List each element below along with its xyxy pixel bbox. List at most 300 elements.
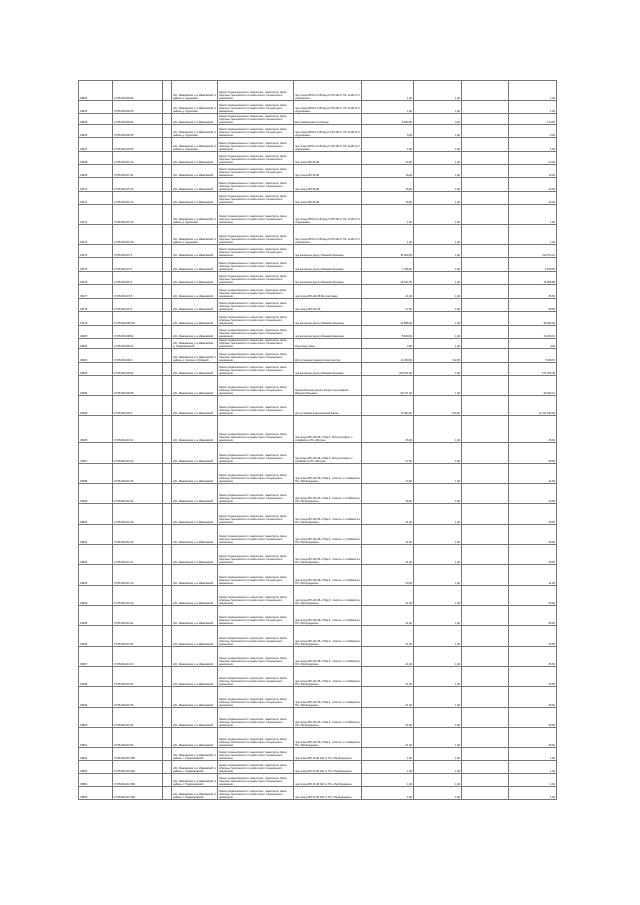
row-number-cell: 33497 [79, 647, 113, 667]
table-row [79, 464, 557, 484]
address-cell: обл. Ивановская, р-н Ивановский, в районе с. Подвязновский [172, 761, 218, 774]
spacer-cell [462, 192, 509, 205]
area-cell: 34 909,00 [362, 245, 414, 258]
spacer-cell [163, 312, 172, 326]
cadastral-number-cell: 37:05:001010:19 [113, 565, 163, 586]
spacer-cell [163, 606, 172, 626]
address-cell: обл. Ивановская, р-н Ивановский, в районе д. Курьяново [172, 125, 218, 138]
spacer-cell [462, 774, 509, 787]
cadastral-value-cell: 1,00 [509, 101, 557, 114]
permitted-use-cell: под опоры ВЛ-110 кВ [294, 299, 362, 312]
spacer-cell [163, 565, 172, 586]
land-category-cell: Земли промышленности, энергетики, транспорта, связи, обороны, безопасности и земли иного специального назначения [218, 138, 294, 152]
area-cell: 72 000,00 [362, 396, 414, 416]
permitted-use-cell: Автомобильная дорога общего пользования Иваново-Юрьевец [294, 376, 362, 396]
spacer-cell [163, 761, 172, 774]
area-cell: 24,00 [362, 152, 414, 165]
coefficient-cell: 1,00 [414, 312, 462, 326]
spacer-cell [462, 285, 509, 299]
land-category-cell: Земли промышленности, энергетики, транспорта, связи, обороны, безопасности и земли иного специального назначения [218, 349, 294, 363]
address-cell: обл. Ивановская, р-н Ивановский [172, 114, 218, 125]
cadastral-number-cell: 37:05:001010:20 [113, 586, 163, 606]
table-row [79, 376, 557, 396]
spacer-cell [462, 708, 509, 728]
land-category-cell: Земли промышленности, энергетики, транспорта, связи, обороны, безопасности и земли иного специального назначения [218, 545, 294, 565]
table-body [79, 81, 557, 800]
permitted-use-cell: под опоры ВЛ-35 кВ [294, 178, 362, 192]
row-number-cell: 33473 [79, 225, 113, 245]
address-cell: обл. Ивановская, р-н Ивановский [172, 299, 218, 312]
permitted-use-cell: под опоры ВЛ-110 кВ «ТЭЦ-3 - Светоч» с отпайкой на ПС «Пробуждение» [294, 565, 362, 586]
land-category-cell: Земли промышленности, энергетики, транспорта, связи, обороны, безопасности и земли иного специального назначения [218, 761, 294, 774]
coefficient-cell: 1,00 [414, 178, 462, 192]
spacer-cell [462, 464, 509, 484]
address-cell: обл. Ивановская, р-н Ивановский [172, 464, 218, 484]
cadastral-number-cell: 37:05:001008:103 [113, 312, 163, 326]
coefficient-cell: 1,00 [414, 152, 462, 165]
land-register-sheet [78, 80, 556, 800]
spacer-cell [462, 687, 509, 708]
cadastral-number-cell: 37:05:001010:17 [113, 545, 163, 565]
permitted-use-cell: под опоры ВЛ-35 кВ [294, 152, 362, 165]
area-cell: 24,00 [362, 464, 414, 484]
table-row [79, 272, 557, 285]
address-cell: обл. Ивановская, р-н Ивановский [172, 586, 218, 606]
cadastral-number-cell: 37:05:001010:281 [113, 761, 163, 774]
land-category-cell: Земли промышленности, энергетики, транспорта, связи, обороны, безопасности и земли иного специального назначения [218, 205, 294, 225]
coefficient-cell: 1,00 [414, 565, 462, 586]
coefficient-cell: 1,00 [414, 606, 462, 626]
spacer-cell [163, 205, 172, 225]
permitted-use-cell: под опоры ВЛИ 0,4 кВ фид.3 КТП-96 от ПС 10 кВ № 5 «Курьяново» [294, 205, 362, 225]
spacer-cell [163, 545, 172, 565]
cadastral-value-cell: 1,00 [509, 138, 557, 152]
table-row [79, 504, 557, 525]
area-cell: 1,00 [362, 748, 414, 761]
cadastral-value-cell: 35,50 [509, 525, 557, 545]
coefficient-cell: 1,00 [414, 272, 462, 285]
area-cell: 21,00 [362, 667, 414, 687]
cadastral-value-cell: 10,95 [509, 484, 557, 504]
permitted-use-cell: под железную дорогу Иваново-Кинешма [294, 312, 362, 326]
coefficient-cell: 1,00 [414, 416, 462, 443]
address-cell: обл. Ивановская, р-н Ивановский, в районе д. Курьяново [172, 205, 218, 225]
coefficient-cell: 1,00 [414, 748, 462, 761]
table-row [79, 728, 557, 748]
table-row [79, 396, 557, 416]
cadastral-number-cell: 37:05:001010:24 [113, 667, 163, 687]
address-cell: обл. Ивановская, р-н Ивановский [172, 443, 218, 464]
coefficient-cell: 1,00 [414, 138, 462, 152]
cadastral-number-cell: 37:05:001002:54 [113, 114, 163, 125]
cadastral-value-cell: 172,50 [509, 114, 557, 125]
area-cell: 24 588,00 [362, 312, 414, 326]
cadastral-number-cell: 37:05:001009:14 [113, 339, 163, 349]
cadastral-value-cell: 35,50 [509, 647, 557, 667]
cadastral-value-cell: 36 902,00 [509, 312, 557, 326]
spacer-cell [163, 443, 172, 464]
cadastral-number-cell: 37:05:001010:25 [113, 687, 163, 708]
land-category-cell: Земли промышленности, энергетики, транспорта, связи, обороны, безопасности и земли иного специального назначения [218, 525, 294, 545]
cadastral-number-cell: 37:05:001002:56 [113, 138, 163, 152]
row-number-cell: 33500 [79, 708, 113, 728]
table-row [79, 484, 557, 504]
area-cell: 21,00 [362, 504, 414, 525]
coefficient-cell: 1,00 [414, 443, 462, 464]
area-cell: 52 371,00 [362, 376, 414, 396]
land-category-cell: Земли промышленности, энергетики, транспорта, связи, обороны, безопасности и земли иного специального назначения [218, 101, 294, 114]
table-row [79, 748, 557, 761]
address-cell: обл. Ивановская, р-н Ивановский [172, 312, 218, 326]
land-category-cell: Земли промышленности, энергетики, транспорта, связи, обороны, безопасности и земли иного специального назначения [218, 626, 294, 647]
coefficient-cell: 1,00 [414, 687, 462, 708]
cadastral-value-cell: 35,50 [509, 728, 557, 748]
spacer-cell [462, 258, 509, 272]
cadastral-value-cell: 112 874,14 [509, 245, 557, 258]
row-number-cell: 33486 [79, 416, 113, 443]
spacer-cell [163, 225, 172, 245]
land-category-cell: Земли промышленности, энергетики, транспорта, связи, обороны, безопасности и земли иного специального назначения [218, 687, 294, 708]
table-row [79, 774, 557, 787]
area-cell: 21,00 [362, 687, 414, 708]
spacer-cell [462, 416, 509, 443]
cadastral-number-cell: 37:05:001009:2 [113, 349, 163, 363]
land-category-cell: Земли промышленности, энергетики, транспорта, связи, обороны, безопасности и земли иного специального назначения [218, 667, 294, 687]
land-category-cell: Земли промышленности, энергетики, транспорта, связи, обороны, безопасности и земли иного специального назначения [218, 728, 294, 748]
table-row [79, 363, 557, 376]
address-cell: обл. Ивановская, р-н Ивановский [172, 504, 218, 525]
spacer-cell [462, 114, 509, 125]
address-cell: обл. Ивановская, р-н Ивановский, в районе д. Курьяново [172, 101, 218, 114]
spacer-cell [163, 525, 172, 545]
coefficient-cell: 1,00 [414, 285, 462, 299]
address-cell: обл. Ивановская, р-н Ивановский, в районе д. Курьяново [172, 225, 218, 245]
cadastral-number-cell: 37:05:001010:283 [113, 787, 163, 800]
permitted-use-cell: Для установки передаточного центра [294, 349, 362, 363]
cadastral-value-cell: 28,50 [509, 299, 557, 312]
spacer-cell [462, 586, 509, 606]
spacer-cell [462, 326, 509, 339]
land-category-cell: Земли промышленности, энергетики, транспорта, связи, обороны, безопасности и земли иного специального назначения [218, 81, 294, 101]
cadastral-number-cell: 37:05:001007:12 [113, 192, 163, 205]
table-row [79, 761, 557, 774]
spacer-cell [163, 667, 172, 687]
table-row [79, 258, 557, 272]
permitted-use-cell: под опоры ВЛ-110 кВ Вичуга-Север [294, 285, 362, 299]
table-row [79, 101, 557, 114]
land-category-cell: Земли промышленности, энергетики, транспорта, связи, обороны, безопасности и земли иного специального назначения [218, 165, 294, 178]
cadastral-value-cell: 1,00 [509, 205, 557, 225]
spacer-cell [163, 774, 172, 787]
cadastral-value-cell: 35,50 [509, 545, 557, 565]
coefficient-cell: 1,00 [414, 205, 462, 225]
cadastral-value-cell: 3 549,84 [509, 258, 557, 272]
area-cell: 21,00 [362, 586, 414, 606]
spacer-cell [163, 464, 172, 484]
table-row [79, 565, 557, 586]
spacer-cell [163, 748, 172, 761]
spacer-cell [462, 225, 509, 245]
coefficient-cell: 1,00 [414, 376, 462, 396]
spacer-cell [462, 272, 509, 285]
permitted-use-cell: под опоры ВЛ-110 кВ «ТЭЦ-3 - Светоч» с отпайкой на ПС «Пробуждение» [294, 545, 362, 565]
cadastral-number-cell: 37:05:001010:15 [113, 464, 163, 484]
address-cell: обл. Ивановская, р-н Ивановский [172, 525, 218, 545]
row-number-cell: 33501 [79, 728, 113, 748]
coefficient-cell: 1,00 [414, 192, 462, 205]
row-number-cell: 33498 [79, 667, 113, 687]
table-row [79, 326, 557, 339]
cadastral-number-cell: 37:05:001007:14 [113, 152, 163, 165]
cadastral-number-cell: 37:05:001010:12 [113, 525, 163, 545]
permitted-use-cell: под железную дорогу Иваново-Юрьевец [294, 272, 362, 285]
table-row [79, 708, 557, 728]
coefficient-cell: 1,00 [414, 258, 462, 272]
row-number-cell: 33477 [79, 285, 113, 299]
permitted-use-cell: под опоры ВЛ-110 кВ «ТЭЦ-3 - Светоч» с отпайкой на ПС «Пробуждение» [294, 606, 362, 626]
row-number-cell: 33478 [79, 299, 113, 312]
row-number-cell: 33483 [79, 363, 113, 376]
cadastral-value-cell: 1,00 [509, 787, 557, 800]
area-cell: 16,00 [362, 192, 414, 205]
table-row [79, 525, 557, 545]
area-cell: 45,00 [362, 416, 414, 443]
cadastral-number-cell: 37:05:001010:22 [113, 626, 163, 647]
address-cell: обл. Ивановская, р-н Ивановский [172, 326, 218, 339]
table-row [79, 443, 557, 464]
table-row [79, 285, 557, 299]
address-cell: обл. Ивановская, р-н Ивановский [172, 708, 218, 728]
land-category-cell: Земли промышленности, энергетики, транспорта, связи, обороны, безопасности и земли иного специального назначения [218, 464, 294, 484]
spacer-cell [462, 138, 509, 152]
area-cell: 6 000,00 [362, 114, 414, 125]
area-cell: 1,00 [362, 761, 414, 774]
spacer-cell [163, 626, 172, 647]
cadastral-value-cell: 1,00 [509, 225, 557, 245]
spacer-cell [462, 647, 509, 667]
address-cell: обл. Ивановская, р-н Ивановский [172, 416, 218, 443]
land-category-cell: Земли промышленности, энергетики, транспорта, связи, обороны, безопасности и земли иного специального назначения [218, 443, 294, 464]
spacer-cell [462, 152, 509, 165]
spacer-cell [163, 101, 172, 114]
area-cell: 48,00 [362, 484, 414, 504]
spacer-cell [462, 101, 509, 114]
row-number-cell: 33475 [79, 258, 113, 272]
land-plots-table [78, 80, 557, 800]
cadastral-value-cell: 1,00 [509, 761, 557, 774]
address-cell: обл. Ивановская, р-н Ивановский, в районе д. Жилино и Лебяжий [172, 349, 218, 363]
address-cell: обл. Ивановская, р-н Ивановский [172, 545, 218, 565]
spacer-cell [462, 667, 509, 687]
row-number-cell: 33505 [79, 787, 113, 800]
land-category-cell: Земли промышленности, энергетики, транспорта, связи, обороны, безопасности и земли иного специального назначения [218, 565, 294, 586]
spacer-cell [163, 687, 172, 708]
cadastral-number-cell: 37:05:001010:16 [113, 484, 163, 504]
permitted-use-cell: под опоры ВЛ-110 кВ «ТЭЦ-3 - Светоч» с отпайкой на ПС «Пробуждение» [294, 504, 362, 525]
address-cell: обл. Ивановская, р-н Ивановский [172, 626, 218, 647]
spacer-cell [462, 565, 509, 586]
cadastral-value-cell: 45,00 [509, 416, 557, 443]
land-category-cell: Земли промышленности, энергетики, транспорта, связи, обороны, безопасности и земли иного специального назначения [218, 312, 294, 326]
coefficient-cell: 1,00 [414, 299, 462, 312]
land-category-cell: Земли промышленности, энергетики, транспорта, связи, обороны, безопасности и земли иного специального назначения [218, 114, 294, 125]
permitted-use-cell: под опоры ВЛ-35 кВ [294, 165, 362, 178]
row-number-cell: 33481 [79, 339, 113, 349]
area-cell: 21,00 [362, 525, 414, 545]
spacer-cell [462, 376, 509, 396]
cadastral-value-cell: 11 441 830,00 [509, 396, 557, 416]
row-number-cell: 33482 [79, 349, 113, 363]
table-row [79, 349, 557, 363]
cadastral-number-cell: 37:05:001002:53 [113, 101, 163, 114]
table-row [79, 138, 557, 152]
row-number-cell: 33468 [79, 152, 113, 165]
area-cell: 21,00 [362, 285, 414, 299]
coefficient-cell: 160,00 [414, 396, 462, 416]
coefficient-cell: 1,00 [414, 101, 462, 114]
cadastral-number-cell: 37:05:001010:13 [113, 443, 163, 464]
address-cell: обл. Ивановская, р-н Ивановский [172, 396, 218, 416]
table-row [79, 606, 557, 626]
table-row [79, 299, 557, 312]
coefficient-cell: 1,00 [414, 363, 462, 376]
spacer-cell [163, 484, 172, 504]
cadastral-number-cell: 37:05:001007:18 [113, 225, 163, 245]
land-category-cell: Земли промышленности, энергетики, транспорта, связи, обороны, безопасности и земли иного специального назначения [218, 192, 294, 205]
cadastral-value-cell: 5,00 [509, 125, 557, 138]
area-cell: 1,00 [362, 138, 414, 152]
address-cell: обл. Ивановская, р-н Ивановский [172, 192, 218, 205]
row-number-cell: 33472 [79, 205, 113, 225]
permitted-use-cell: под железную дорогу Иваново-Юрьевец [294, 245, 362, 258]
coefficient-cell: 1,00 [414, 504, 462, 525]
land-category-cell: Земли промышленности, энергетики, транспорта, связи, обороны, безопасности и земли иного специального назначения [218, 484, 294, 504]
row-number-cell: 33469 [79, 165, 113, 178]
address-cell: обл. Ивановская, р-н Ивановский [172, 258, 218, 272]
row-number-cell: 33463 [79, 81, 113, 101]
spacer-cell [462, 761, 509, 774]
land-category-cell: Земли промышленности, энергетики, транспорта, связи, обороны, безопасности и земли иного специального назначения [218, 376, 294, 396]
address-cell: обл. Ивановская, р-н Ивановский [172, 363, 218, 376]
permitted-use-cell: под железную дорогу Иваново-Кинешма [294, 326, 362, 339]
address-cell: обл. Ивановская, р-н Ивановский, в районе с. Подвязновский [172, 774, 218, 787]
land-category-cell: Земли промышленности, энергетики, транспорта, связи, обороны, безопасности и земли иного специального назначения [218, 586, 294, 606]
cadastral-number-cell: 37:05:001009:3 [113, 396, 163, 416]
area-cell: 3,00 [362, 339, 414, 349]
permitted-use-cell: под опоры ВЛ-35 кВ [294, 192, 362, 205]
row-number-cell: 33495 [79, 606, 113, 626]
land-category-cell: Земли промышленности, энергетики, транспорта, связи, обороны, безопасности и земли иного специального назначения [218, 606, 294, 626]
land-category-cell: Земли промышленности, энергетики, транспорта, связи, обороны, безопасности и земли иного специального назначения [218, 272, 294, 285]
cadastral-value-cell: 7 928,67 [509, 349, 557, 363]
cadastral-number-cell: 37:05:001010:26 [113, 708, 163, 728]
cadastral-number-cell: 37:05:001010:18 [113, 504, 163, 525]
address-cell: обл. Ивановская, р-н Ивановский [172, 152, 218, 165]
spacer-cell [163, 245, 172, 258]
spacer-cell [163, 586, 172, 606]
row-number-cell: 33487 [79, 443, 113, 464]
spacer-cell [462, 245, 509, 258]
cadastral-value-cell: 271 265,40 [509, 363, 557, 376]
land-category-cell: Земли промышленности, энергетики, транспорта, связи, обороны, безопасности и земли иного специального назначения [218, 225, 294, 245]
table-row [79, 626, 557, 647]
permitted-use-cell: под железную дорогу Иваново-Юрьевец [294, 258, 362, 272]
address-cell: обл. Ивановская, р-н Ивановский [172, 728, 218, 748]
cadastral-number-cell: 37:05:001007:11 [113, 165, 163, 178]
cadastral-value-cell: 1,00 [509, 774, 557, 787]
table-row [79, 416, 557, 443]
coefficient-cell: 1,00 [414, 339, 462, 349]
table-row [79, 152, 557, 165]
permitted-use-cell: под опоры ВЛ-110 кВ «ТЭЦ-3 - Светоч» с отпайкой на ПС «Пробуждение» [294, 626, 362, 647]
spacer-cell [462, 484, 509, 504]
address-cell: обл. Ивановская, р-н Ивановский [172, 245, 218, 258]
permitted-use-cell: под опоры ВЛ-10 кВ 100 от ПС «Пробуждение» [294, 774, 362, 787]
spacer-cell [163, 728, 172, 748]
address-cell: обл. Ивановская, р-н Ивановский [172, 272, 218, 285]
spacer-cell [163, 416, 172, 443]
address-cell: обл. Ивановская, р-н Ивановский [172, 687, 218, 708]
permitted-use-cell: для установки водонапорной башни [294, 396, 362, 416]
table-row [79, 178, 557, 192]
cadastral-value-cell: 28,50 [509, 443, 557, 464]
cadastral-number-cell: 37:05:001009:35 [113, 376, 163, 396]
land-category-cell: Земли промышленности, энергетики, транспорта, связи, обороны, безопасности и земли иного специального назначения [218, 258, 294, 272]
spacer-cell [163, 81, 172, 101]
coefficient-cell: 1,00 [414, 225, 462, 245]
permitted-use-cell: под опоры ВЛ-110 кВ «ТЭЦ-3 - Светоч» с отпайкой на ПС «Пробуждение» [294, 586, 362, 606]
permitted-use-cell: под опоры ВЛ-110 кВ «ТЭЦ-3 - Светоч» с отпайкой на ПС «Пробуждение» [294, 525, 362, 545]
spacer-cell [163, 376, 172, 396]
row-number-cell: 33489 [79, 484, 113, 504]
area-cell: 1,00 [362, 205, 414, 225]
address-cell: обл. Ивановская, р-н Ивановский [172, 667, 218, 687]
row-number-cell: 33476 [79, 272, 113, 285]
coefficient-cell: 1,00 [414, 81, 462, 101]
spacer-cell [462, 787, 509, 800]
spacer-cell [163, 326, 172, 339]
spacer-cell [462, 178, 509, 192]
permitted-use-cell: под опоры ВЛ-110 кВ «ТЭЦ-3 - Светоч» с отпайкой на ПС «Пробуждение» [294, 708, 362, 728]
coefficient-cell: 1,00 [414, 125, 462, 138]
cadastral-number-cell: 37:05:001010:23 [113, 647, 163, 667]
row-number-cell: 33484 [79, 376, 113, 396]
row-number-cell: 33466 [79, 125, 113, 138]
land-category-cell: Земли промышленности, энергетики, транспорта, связи, обороны, безопасности и земли иного специального назначения [218, 339, 294, 349]
coefficient-cell: 1,00 [414, 464, 462, 484]
area-cell: 21,00 [362, 626, 414, 647]
spacer-cell [163, 504, 172, 525]
coefficient-cell: 1,00 [414, 728, 462, 748]
coefficient-cell: 1,00 [414, 667, 462, 687]
address-cell: обл. Ивановская, р-н Ивановский, в районе с. Подвязновский [172, 748, 218, 761]
spacer-cell [462, 626, 509, 647]
spacer-cell [163, 114, 172, 125]
coefficient-cell: 1,00 [414, 525, 462, 545]
spacer-cell [163, 787, 172, 800]
area-cell: 21,00 [362, 708, 414, 728]
row-number-cell: 33464 [79, 101, 113, 114]
row-number-cell: 33504 [79, 774, 113, 787]
permitted-use-cell: под опоры ВЛИ 0,4 кВ фид.2 КТП-96 от ПС 10 кВ № 5 «Курьяново» [294, 101, 362, 114]
cadastral-number-cell: 37:05:001010:21 [113, 606, 163, 626]
table-row [79, 787, 557, 800]
cadastral-value-cell: 35,50 [509, 606, 557, 626]
address-cell: обл. Ивановская, р-н Ивановский [172, 484, 218, 504]
spacer-cell [462, 312, 509, 326]
spacer-cell [163, 165, 172, 178]
spacer-cell [462, 165, 509, 178]
